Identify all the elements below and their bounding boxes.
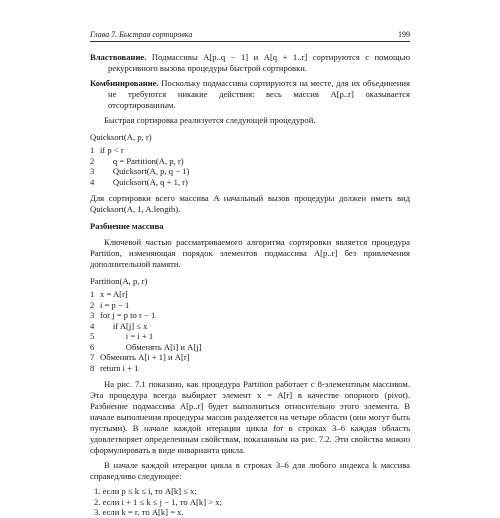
line-number: 6 [90,341,95,352]
line-text: x = A[r] [100,289,128,299]
line-number: 4 [90,176,95,187]
conquer-paragraph [90,52,410,74]
page-body [90,52,410,518]
code-line [90,321,410,332]
line-number: 1 [90,289,95,299]
partition-code [90,289,410,373]
code-line [90,352,410,363]
line-text: return i + 1 [100,362,139,373]
line-text: Quicksort(A, p, q − 1) [100,166,190,176]
code-line [90,342,410,353]
list-item: 2. если i + 1 ≤ k ≤ j − 1, то A[k] > x; [94,496,222,507]
intro-paragraph: Быстрая сортировка реализуется следующей процедурой. [104,115,316,125]
line-text: i = p − 1 [100,299,130,310]
list-item: 3. если k = r, то A[k] = x. [94,507,184,517]
conquer-text: Подмассивы A[p..q − 1] и A[q + 1..r] сортируются с помощью рекурсивного вызова процедуры быстрой сортировки. [108,52,410,73]
line-number: 7 [90,352,95,362]
line-number: 8 [90,362,95,373]
line-number: 1 [90,145,95,155]
line-text: if A[j] ≤ x [100,320,148,331]
code-line [90,177,410,188]
line-number: 2 [90,299,95,310]
initial-call-paragraph: Для сортировки всего массива A начальный вызов процедуры должен иметь вид Quicksort(A, 1, A.length). [90,193,410,214]
code-line [90,310,410,321]
line-text: if p < r [100,145,124,155]
quicksort-signature: Quicksort(A, p, r) [90,132,152,142]
combine-term: Комбинирование. [90,78,159,88]
code-line [90,331,410,342]
line-text: i = i + 1 [100,331,154,341]
code-line [90,156,410,167]
line-text: for j = p to r − 1 [100,310,156,320]
code-line [90,166,410,177]
figure-description-paragraph: На рис. 7.1 показано, как процедура Partition работает с 8-элементным массивом. Эта процедура всегда выбирает элемент x = A[r] в качестве опорного (pivot). Разбиение подмассива A[p..r] будет выполняться относительно этого элемента. В начале выполнения процедуры массив разделяется на четыре области (они могут быть пустыми). В начале каждой итерации цикла for в строках 3–6 каждая область удовлетворяет определенным свойствам, показанным на рис. 7.2. Эти свойства можно сформулировать в виде инварианта цикла. [90,379,410,455]
line-number: 3 [90,166,95,176]
partition-signature: Partition(A, p, r) [90,276,148,286]
line-number: 4 [90,320,95,331]
line-text: q = Partition(A, p, r) [100,155,184,166]
invariant-intro-paragraph: В начале каждой итерации цикла в строках 3–6 для любого индекса k массива справедливо следующее: [90,460,410,481]
combine-paragraph [90,78,410,111]
chapter-title: Глава 7. Быстрая сортировка [90,30,193,39]
partition-intro-paragraph: Ключевой частью рассматриваемого алгоритма сортировки является процедура Partition, изменяющая порядок элементов подмассива A[p..r] без привлечения дополнительной памяти. [90,237,410,269]
line-text: Обменять A[i] и A[j] [100,341,202,352]
running-header [90,30,410,42]
code-line [90,363,410,374]
combine-text: Поскольку подмассивы сортируются на месте, для их объединения не требуются никакие действия: весь массив A[p..r] оказывается отсортированным. [108,78,410,110]
section-title: Разбиение массива [90,221,164,231]
quicksort-code [90,145,410,187]
line-text: Обменять A[i + 1] и A[r] [100,352,190,362]
code-line [90,145,410,156]
code-line [90,289,410,300]
invariant-list [90,486,410,518]
page-number: 199 [398,30,410,39]
line-number: 2 [90,155,95,166]
line-number: 3 [90,310,95,320]
line-number: 5 [90,331,95,341]
list-item: 1. если p ≤ k ≤ i, то A[k] ≤ x; [94,486,197,496]
line-text: Quicksort(A, q + 1, r) [100,176,188,187]
conquer-term: Властвование. [90,52,147,62]
code-line [90,300,410,311]
